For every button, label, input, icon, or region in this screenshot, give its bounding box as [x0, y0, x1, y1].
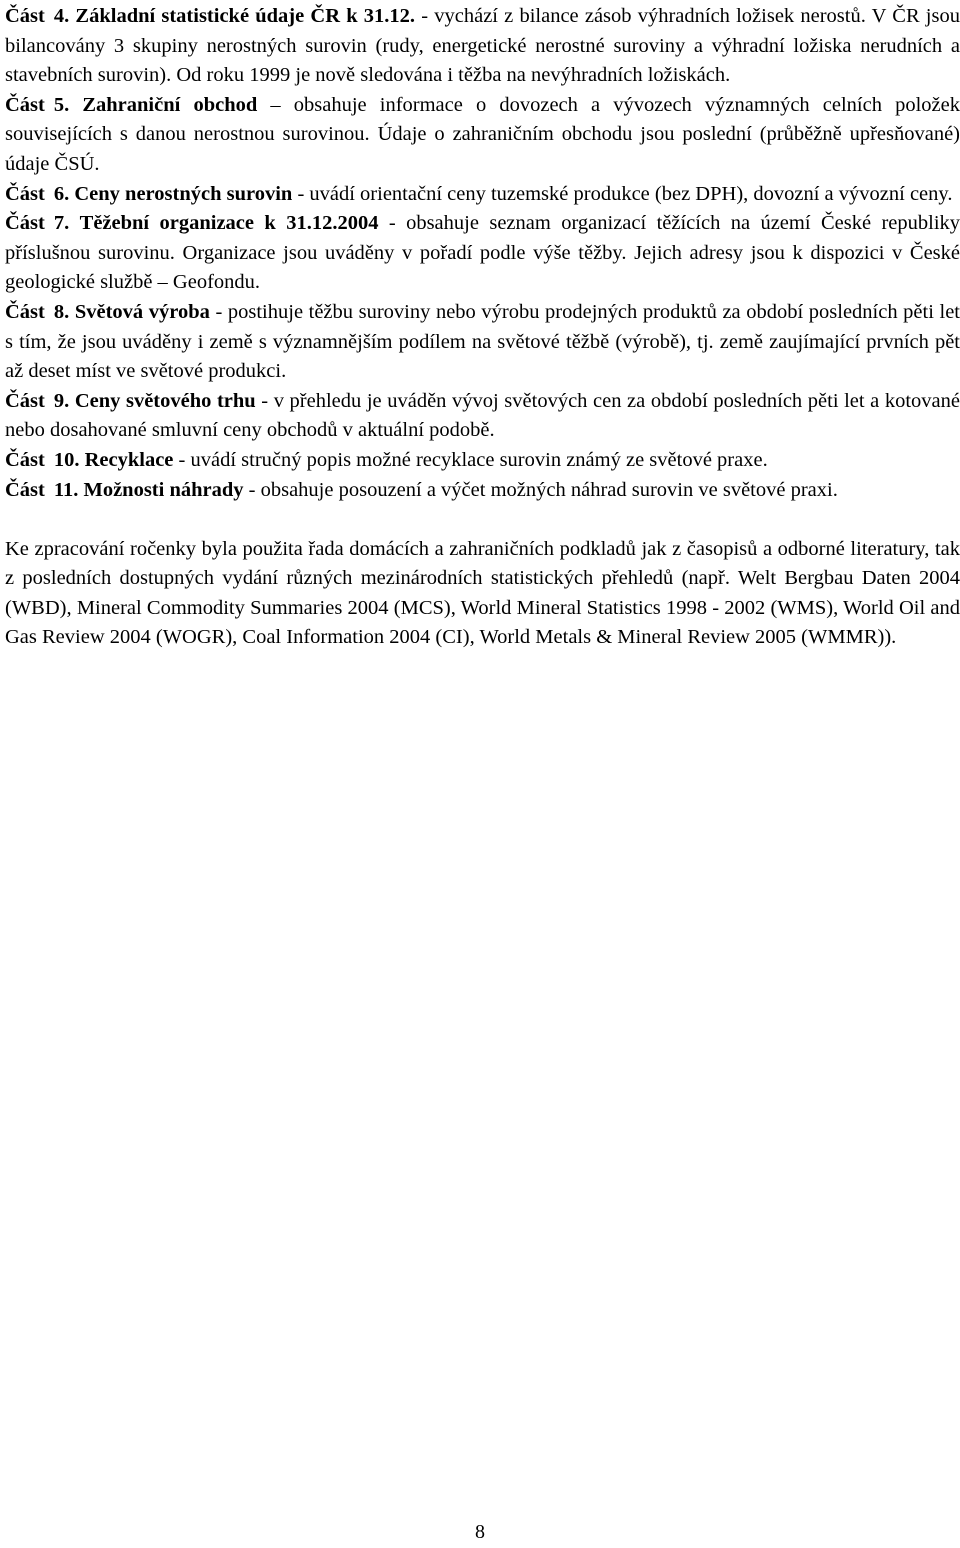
paragraph-spacer — [5, 505, 960, 535]
section-8 — [5, 298, 960, 387]
section-10 — [5, 446, 960, 476]
section-number: 7. — [53, 212, 70, 235]
section-text: - postihuje těžbu suroviny nebo výrobu prodejných produktů za období posledních pěti let s tím, že jsou uváděny i země s významnějším podílem na světové těžbě (výrobě), tj. země zaujímající prvních pět až deset míst ve světové produkci. — [5, 300, 960, 383]
section-4 — [5, 2, 960, 91]
section-number: 6. — [53, 182, 70, 205]
section-label: Část — [5, 478, 45, 501]
section-label: Část — [5, 300, 45, 323]
closing-paragraph: Ke zpracování ročenky byla použita řada domácích a zahraničních podkladů jak z časopisů a odborné literatury, tak z posledních dostupných vydání různých mezinárodních statistických přehledů (např. Welt Bergbau Daten 2004 (WBD), Mineral Commodity Summaries 2004 (MCS), World Mineral Statistics 1998 - 2002 (WMS), World Oil and Gas Review 2004 (WOGR), Coal Information 2004 (CI), World Metals & Mineral Review 2005 (WMMR)). — [5, 537, 960, 649]
section-number: 10. — [53, 448, 80, 471]
section-7 — [5, 209, 960, 298]
section-text: - obsahuje seznam organizací těžících na území České republiky příslušnou surovinu. Organizace jsou uváděny v pořadí podle výše těžby. Jejich adresy jsou k dispozici v České geologické službě – Geofondu. — [5, 212, 960, 294]
section-5 — [5, 91, 960, 180]
section-text: - obsahuje posouzení a výčet možných náhrad surovin ve světové praxi. — [243, 478, 838, 501]
section-title: Světová výroba — [74, 300, 210, 323]
section-text: – obsahuje informace o dovozech a vývozech významných celních položek souvisejících s danou nerostnou surovinou. Údaje o zahraničním obchodu jsou poslední (průběžně upřesňované) údaje ČSÚ. — [5, 93, 960, 175]
section-9 — [5, 387, 960, 446]
section-title: Těžební organizace k 31.12.2004 — [79, 212, 379, 235]
section-text: - v přehledu je uváděn vývoj světových cen za období posledních pěti let a kotované nebo dosahované smluvní ceny obchodů v aktuální podobě. — [5, 389, 960, 442]
section-title: Ceny nerostných surovin — [74, 182, 293, 205]
section-label: Část — [5, 93, 45, 116]
section-title: Základní statistické údaje ČR k 31.12. — [75, 5, 416, 27]
section-text: - uvádí stručný popis možné recyklace surovin známý ze světové praxe. — [173, 448, 768, 471]
section-number: 5. — [53, 93, 70, 116]
section-label: Část — [5, 212, 45, 235]
section-label: Část — [5, 5, 45, 27]
section-title: Recyklace — [84, 448, 174, 471]
section-title: Možnosti náhrady — [83, 478, 244, 501]
section-text: - vychází z bilance zásob výhradních ložisek nerostů. V ČR jsou bilancovány 3 skupiny nerostných surovin (rudy, energetické nerostné suroviny a výhradní ložiska nerudních a stavebních surovin). Od roku 1999 je nově sledována i těžba na nevýhradních ložiskách. — [5, 5, 960, 87]
section-label: Část — [5, 389, 45, 412]
section-number: 4. — [53, 5, 70, 27]
page-number: 8 — [475, 1521, 485, 1543]
document-page — [5, 2, 960, 653]
section-number: 9. — [53, 389, 70, 412]
section-11 — [5, 476, 960, 506]
section-title: Zahraniční obchod — [82, 93, 258, 116]
section-6 — [5, 180, 960, 210]
section-label: Část — [5, 182, 45, 205]
section-text: - uvádí orientační ceny tuzemské produkce (bez DPH), dovozní a vývozní ceny. — [292, 182, 953, 205]
section-label: Část — [5, 448, 45, 471]
section-number: 11. — [53, 478, 79, 501]
section-number: 8. — [53, 300, 70, 323]
section-title: Ceny světového trhu — [74, 389, 256, 412]
